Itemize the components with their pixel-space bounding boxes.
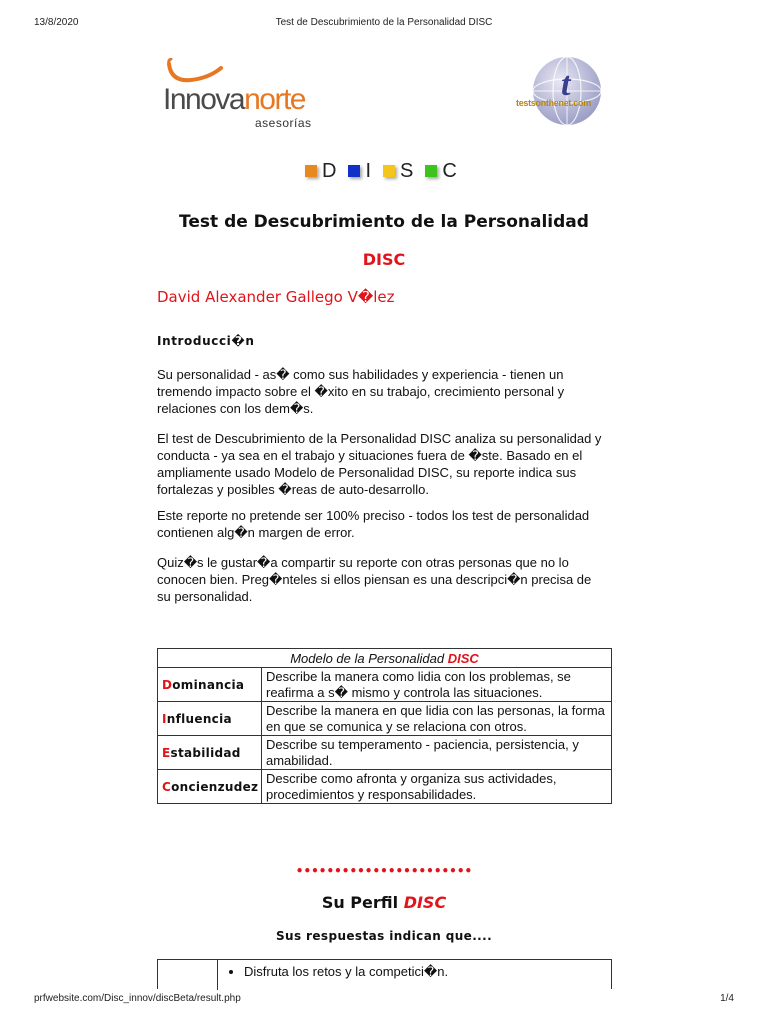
- yellow-square-icon: [383, 165, 395, 177]
- testsonthenet-wordmark: testsonthenet.com: [516, 98, 591, 108]
- innova-word-part1: Innova: [163, 83, 245, 116]
- profile-title: [0, 893, 768, 912]
- table-row: [158, 668, 612, 702]
- term-initial: I: [162, 711, 167, 726]
- table-caption-row: [158, 649, 612, 668]
- term-initial: C: [162, 779, 172, 794]
- answers-table: [157, 959, 612, 989]
- orange-square-icon: [305, 165, 317, 177]
- table-row: [158, 736, 612, 770]
- table-term: [158, 702, 262, 736]
- intro-paragraph: Quiz�s le gustar�a compartir su reporte con otras personas que no lo conocen bien. Preg�nteles si ellos piensan es una descripci�n precisa de su personalidad.: [157, 555, 592, 604]
- disc-letter-d: [305, 160, 336, 183]
- intro-heading: Introducci�n: [157, 334, 255, 348]
- term-initial: D: [162, 677, 173, 692]
- disc-letter-label: C: [442, 159, 457, 182]
- intro-paragraph: Su personalidad - as� como sus habilidades y experiencia - tienen un tremendo impacto sobre el �xito en su trabajo, crecimiento personal y relaciones con los dem�s.: [157, 367, 565, 416]
- page-title: Test de Descubrimiento de la Personalidad: [179, 212, 589, 232]
- globe-icon: [531, 55, 603, 127]
- table-caption-disc: DISC: [447, 650, 479, 666]
- term-rest: nfluencia: [166, 711, 232, 726]
- term-initial: E: [162, 745, 171, 760]
- svg-text:t: t: [561, 66, 571, 103]
- table-row: [158, 702, 612, 736]
- innovanorte-wordmark: [163, 84, 305, 116]
- table-term: [158, 770, 262, 804]
- disc-model-table: [157, 648, 612, 804]
- profile-subtitle: Sus respuestas indican que....: [275, 929, 493, 943]
- disc-letter-i: [348, 160, 371, 183]
- page-subtitle: DISC: [362, 250, 406, 269]
- term-rest: ominancia: [172, 677, 245, 692]
- print-footer-url: prfwebsite.com/Disc_innov/discBeta/result.php: [34, 993, 241, 1004]
- green-square-icon: [425, 165, 437, 177]
- term-rest: stabilidad: [170, 745, 241, 760]
- intro-paragraph: El test de Descubrimiento de la Personalidad DISC analiza su personalidad y conducta - ya sea en el trabajo y situaciones fuera de �ste. Basado en el ampliamente usado Modelo de Personalidad DISC, su reporte indica sus fortalezas y posibles �reas de auto-desarrollo.: [157, 431, 602, 497]
- table-description: Describe la manera como lidia con los problemas, se reafirma a s� mismo y controla las situaciones.: [262, 668, 612, 702]
- innovanorte-logo: [163, 58, 323, 128]
- disc-letters-row: [305, 160, 469, 182]
- answers-list: [244, 964, 448, 980]
- innova-word-part2: norte: [244, 83, 305, 116]
- disc-letter-label: I: [365, 159, 372, 182]
- profile-title-disc: DISC: [403, 893, 447, 912]
- print-header-title: Test de Descubrimiento de la Personalidad DISC: [275, 17, 493, 28]
- disc-letter-label: S: [400, 159, 414, 182]
- disc-letter-label: D: [322, 159, 337, 182]
- answers-divider: [217, 960, 218, 990]
- table-row: [158, 770, 612, 804]
- table-description: Describe la manera en que lidia con las personas, la forma en que se comunica y se relaciona con otros.: [262, 702, 612, 736]
- term-rest: oncienzudez: [171, 779, 259, 794]
- intro-paragraph: Este reporte no pretende ser 100% preciso - todos los test de personalidad contienen alg�n margen de error.: [157, 508, 590, 540]
- disc-letter-s: [383, 160, 413, 183]
- table-description: Describe su temperamento - paciencia, persistencia, y amabilidad.: [262, 736, 612, 770]
- innovanorte-subtitle: asesorías: [255, 116, 312, 130]
- person-name: David Alexander Gallego V�lez: [157, 288, 395, 306]
- table-caption-text: Modelo de la Personalidad: [290, 650, 448, 666]
- print-date: 13/8/2020: [34, 17, 79, 28]
- testsonthenet-logo: [516, 55, 616, 135]
- table-caption: [158, 649, 612, 668]
- table-term: [158, 736, 262, 770]
- disc-letter-c: [425, 160, 456, 183]
- table-description: Describe como afronta y organiza sus actividades, procedimientos y responsabilidades.: [262, 770, 612, 804]
- table-term: [158, 668, 262, 702]
- profile-title-text: Su Perfil: [321, 893, 404, 912]
- blue-square-icon: [348, 165, 360, 177]
- dotted-separator: •••••••••••••••••••••••: [295, 864, 473, 878]
- list-item: • Disfruta los retos y la competici�n.: [244, 964, 448, 980]
- print-page-number: 1/4: [720, 993, 734, 1004]
